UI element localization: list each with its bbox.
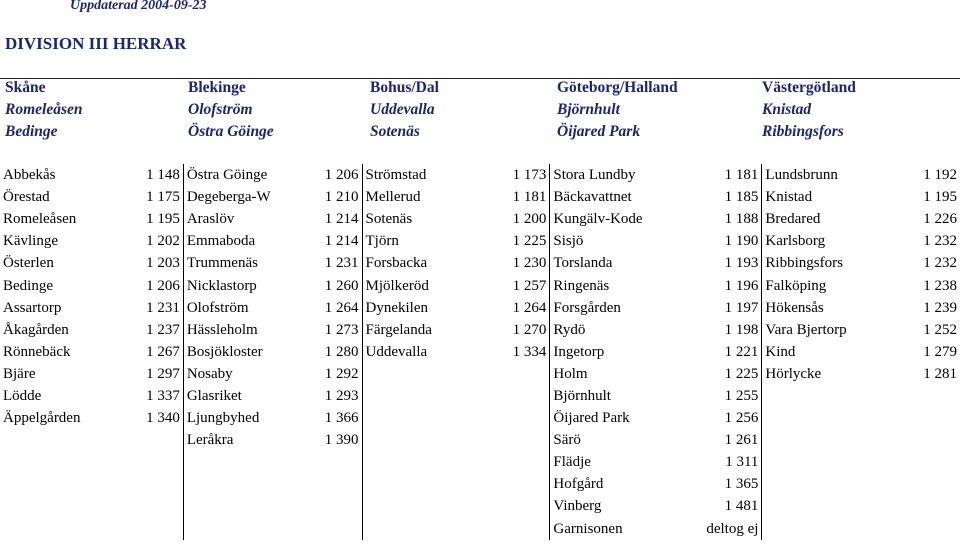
header-winner: Olofström [188, 101, 253, 118]
club-name: Nicklastorp [183, 274, 302, 296]
club-score: 1 202 [146, 233, 180, 250]
club-score: 1 337 [146, 387, 180, 404]
club-name: Forsbacka [362, 252, 500, 274]
club-score [500, 407, 550, 429]
club-score: 1 225 [512, 233, 547, 250]
division-title: DIVISION III HERRAR [5, 34, 187, 53]
club-score [910, 407, 960, 429]
club-name [362, 518, 500, 540]
club-score: 1 297 [146, 365, 180, 382]
club-name [762, 495, 910, 517]
club-score: 1 148 [146, 167, 180, 184]
club-score: 1 193 [724, 255, 759, 272]
club-score: 1 238 [923, 277, 957, 294]
club-score: 1 481 [724, 498, 759, 515]
club-score: 1 390 [324, 432, 359, 449]
table-row [0, 164, 960, 186]
club-name [0, 451, 138, 473]
club-score: 1 198 [724, 321, 759, 338]
club-score: 1 225 [724, 365, 759, 382]
club-score: 1 231 [324, 255, 359, 272]
club-score: 1 252 [923, 321, 957, 338]
club-name [762, 407, 910, 429]
club-score [303, 473, 362, 495]
club-score [303, 518, 362, 540]
club-name [183, 495, 302, 517]
club-name [0, 473, 138, 495]
club-score: 1 270 [512, 321, 547, 338]
club-score [138, 473, 183, 495]
header-region: Västergötland [762, 79, 856, 96]
club-name [362, 363, 500, 385]
club-name: Hofgård [550, 473, 703, 495]
club-score [303, 451, 362, 473]
club-score: 1 192 [923, 167, 957, 184]
table-row [0, 473, 960, 495]
club-name: Sisjö [550, 230, 703, 252]
club-name: Dynekilen [362, 297, 500, 319]
club-name: Bjäre [3, 365, 36, 382]
header-second: Östra Göinge [188, 123, 274, 140]
club-name [362, 429, 500, 451]
club-name [0, 518, 138, 540]
club-score [500, 429, 550, 451]
club-name [762, 473, 910, 495]
club-name: Abbekås [3, 167, 56, 184]
club-name: Kind [762, 341, 910, 363]
club-score: 1 203 [146, 255, 180, 272]
club-score: deltog ej [706, 520, 759, 537]
club-score: 1 175 [146, 189, 180, 206]
club-name [362, 407, 500, 429]
table-row [0, 230, 960, 252]
club-score: 1 214 [324, 211, 359, 228]
club-name: Garnisonen [550, 518, 703, 540]
club-name: Araslöv [183, 208, 302, 230]
club-score: 1 273 [324, 321, 359, 338]
club-name: Trummenäs [183, 252, 302, 274]
table-row [0, 385, 960, 407]
header-second: Öijared Park [557, 123, 641, 140]
club-name: Romeleåsen [3, 211, 77, 228]
club-score: 1 261 [724, 432, 759, 449]
club-score: 1 264 [324, 299, 359, 316]
club-name: Torslanda [550, 252, 703, 274]
club-score: 1 334 [512, 343, 547, 360]
club-score [500, 385, 550, 407]
header-region: Skåne [5, 79, 46, 96]
club-name: Bredared [762, 208, 910, 230]
club-name: Kävlinge [3, 233, 58, 250]
club-score: 1 173 [512, 167, 547, 184]
table-row [0, 252, 960, 274]
table-row [0, 341, 960, 363]
club-score: 1 237 [146, 321, 180, 338]
club-name [0, 495, 138, 517]
club-name [0, 429, 138, 451]
club-score [910, 451, 960, 473]
club-name: Mellerud [362, 186, 500, 208]
club-score: 1 260 [324, 277, 359, 294]
table-row [0, 319, 960, 341]
club-score: 1 257 [512, 277, 547, 294]
table-row [0, 186, 960, 208]
club-score: 1 200 [512, 211, 547, 228]
club-score: 1 221 [724, 343, 759, 360]
table-row [0, 495, 960, 517]
club-name: Karlsborg [762, 230, 910, 252]
header-winner: Romeleåsen [5, 101, 83, 118]
club-score: 1 256 [724, 410, 759, 427]
club-score [910, 473, 960, 495]
club-score: 1 231 [146, 299, 180, 316]
table-row [0, 429, 960, 451]
club-name: Holm [550, 363, 703, 385]
club-score: 1 181 [724, 167, 759, 184]
table-row [0, 451, 960, 473]
club-name: Glasriket [183, 385, 302, 407]
club-score: 1 206 [146, 277, 180, 294]
club-name [762, 385, 910, 407]
standings-table [0, 164, 960, 540]
club-name [762, 451, 910, 473]
header-second: Sotenäs [370, 123, 420, 140]
club-name: Rydö [550, 319, 703, 341]
club-name: Degeberga-W [183, 186, 302, 208]
club-name [362, 495, 500, 517]
club-score [910, 429, 960, 451]
club-score [500, 518, 550, 540]
header-second: Bedinge [5, 123, 58, 140]
club-name: Nosaby [183, 363, 302, 385]
club-name: Sotenäs [362, 208, 500, 230]
club-name [362, 385, 500, 407]
club-score: 1 214 [324, 233, 359, 250]
club-score: 1 206 [324, 167, 359, 184]
club-score: 1 281 [923, 365, 957, 382]
club-score: 1 293 [324, 387, 359, 404]
header-second: Ribbingsfors [762, 123, 844, 140]
table-row [0, 407, 960, 429]
club-name: Hökensås [762, 297, 910, 319]
club-score: 1 195 [146, 211, 180, 228]
club-score: 1 292 [324, 365, 359, 382]
club-name: Äppelgården [3, 410, 81, 427]
club-score: 1 195 [923, 189, 957, 206]
table-row [0, 297, 960, 319]
club-name: Vara Bjertorp [762, 319, 910, 341]
club-score: 1 197 [724, 299, 759, 316]
club-name: Bosjökloster [183, 341, 302, 363]
club-score [910, 495, 960, 517]
club-score: 1 279 [923, 343, 957, 360]
header-region: Bohus/Dal [370, 79, 439, 96]
club-score: 1 185 [724, 189, 759, 206]
club-name: Olofström [183, 297, 302, 319]
club-score: 1 340 [146, 410, 180, 427]
club-name: Ringenäs [550, 274, 703, 296]
club-name: Uddevalla [362, 341, 500, 363]
club-score [500, 363, 550, 385]
club-score: 1 365 [724, 476, 759, 493]
table-row [0, 208, 960, 230]
club-score [910, 385, 960, 407]
club-name: Knistad [762, 186, 910, 208]
club-name [762, 429, 910, 451]
table-row [0, 363, 960, 385]
club-name: Forsgården [550, 297, 703, 319]
club-score: 1 196 [724, 277, 759, 294]
club-name: Assartorp [3, 299, 62, 316]
club-name [362, 451, 500, 473]
club-name: Åkagården [3, 321, 69, 338]
club-score: 1 226 [923, 211, 957, 228]
club-name: Björnhult [550, 385, 703, 407]
club-name: Lundsbrunn [762, 164, 910, 186]
club-score: 1 181 [512, 189, 547, 206]
club-name: Strömstad [362, 164, 500, 186]
club-name: Emmaboda [183, 230, 302, 252]
club-name [183, 473, 302, 495]
club-name: Falköping [762, 274, 910, 296]
club-score: 1 210 [324, 189, 359, 206]
club-name: Lödde [3, 387, 42, 404]
club-name: Leråkra [183, 429, 302, 451]
club-name: Bedinge [3, 277, 53, 294]
club-score [910, 518, 960, 540]
club-name: Mjölkeröd [362, 274, 500, 296]
club-name: Bäckavattnet [550, 186, 703, 208]
club-name: Tjörn [362, 230, 500, 252]
club-score: 1 188 [724, 211, 759, 228]
club-name: Flädje [550, 451, 703, 473]
club-name: Hässleholm [183, 319, 302, 341]
club-score [138, 518, 183, 540]
club-name: Hörlycke [762, 363, 910, 385]
club-score [138, 495, 183, 517]
header-winner: Knistad [762, 101, 812, 118]
club-name: Stora Lundby [550, 164, 703, 186]
club-score: 1 311 [725, 454, 759, 471]
club-score: 1 239 [923, 299, 957, 316]
club-score [500, 451, 550, 473]
club-name [183, 518, 302, 540]
club-name: Kungälv-Kode [550, 208, 703, 230]
club-score: 1 366 [324, 410, 359, 427]
club-name: Särö [550, 429, 703, 451]
club-name: Ribbingsfors [762, 252, 910, 274]
club-name [362, 473, 500, 495]
club-name: Ljungbyhed [183, 407, 302, 429]
header-region: Blekinge [188, 79, 246, 96]
club-name: Vinberg [550, 495, 703, 517]
club-name: Färgelanda [362, 319, 500, 341]
club-score: 1 232 [923, 255, 957, 272]
updated-date: Uppdaterad 2004-09-23 [70, 0, 207, 13]
club-name: Öijared Park [550, 407, 703, 429]
club-name [762, 518, 910, 540]
club-name: Rönnebäck [3, 343, 71, 360]
club-name: Örestad [3, 189, 50, 206]
club-score: 1 280 [324, 343, 359, 360]
header-region: Göteborg/Halland [557, 79, 678, 96]
header-winner: Uddevalla [370, 101, 435, 118]
table-row [0, 518, 960, 540]
club-score: 1 267 [146, 343, 180, 360]
club-name: Ingetorp [550, 341, 703, 363]
club-name: Österlen [3, 255, 54, 272]
club-name [183, 451, 302, 473]
club-name: Östra Göinge [183, 164, 302, 186]
club-score [500, 495, 550, 517]
table-row [0, 274, 960, 296]
header-winner: Björnhult [557, 101, 620, 118]
club-score [138, 451, 183, 473]
club-score: 1 232 [923, 233, 957, 250]
club-score: 1 264 [512, 299, 547, 316]
club-score: 1 230 [512, 255, 547, 272]
club-score [138, 429, 183, 451]
club-score [500, 473, 550, 495]
club-score: 1 190 [724, 233, 759, 250]
club-score: 1 255 [724, 387, 759, 404]
club-score [303, 495, 362, 517]
